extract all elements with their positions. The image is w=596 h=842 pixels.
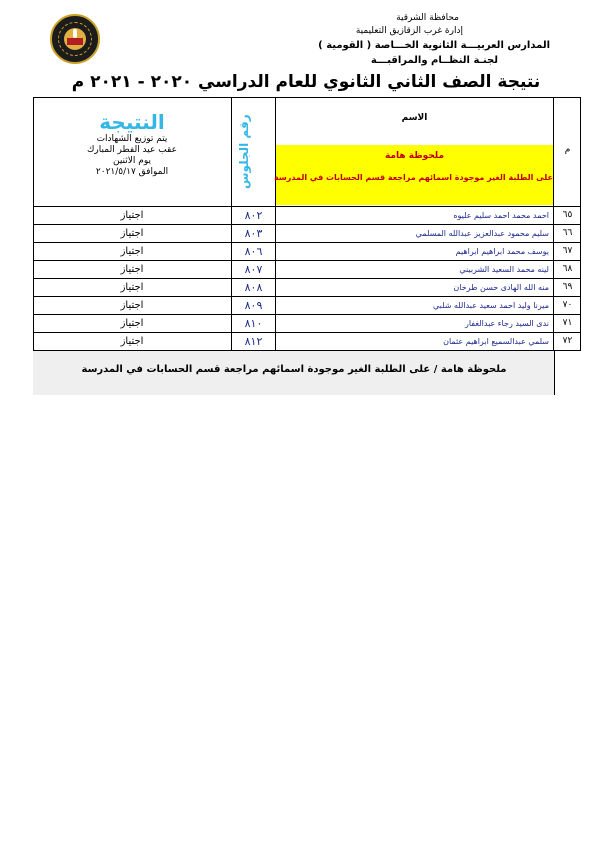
seat-cell: ٨٠٢ [232, 207, 276, 224]
governorate-label: محافظة الشرقية [396, 13, 459, 23]
table-row [33, 297, 581, 315]
name-cell: منه الله الهادى حسن طرخان [276, 279, 554, 296]
result-cell: اجتياز [33, 279, 232, 296]
result-line: الموافق ٢٠٢١/٥/١٧ [95, 167, 169, 177]
name-cell: احمد محمد احمد سليم عليوه [276, 207, 554, 224]
seat-number-label: رقم الجلوس [237, 114, 251, 190]
serial-header [554, 97, 581, 207]
name-cell: سلمي عبدالسميع ابراهيم عثمان [276, 333, 554, 350]
school-logo [50, 14, 100, 64]
schools-label: المدارس العربيـــة الثانوية الخـــاصة ( القومية ) [318, 40, 550, 51]
result-cell: اجتياز [33, 225, 232, 242]
table-row [33, 261, 581, 279]
serial-cell: ٦٧ [562, 246, 573, 256]
table-row [33, 207, 581, 225]
name-cell: سليم محمود عبدالعزيز عبدالله المسلمي [276, 225, 554, 242]
serial-cell: ٦٨ [562, 264, 573, 274]
table-body [33, 207, 581, 351]
administration-label: إدارة غرب الزقازيق التعليمية [355, 26, 463, 36]
result-cell: اجتياز [33, 315, 232, 332]
footer-note: ملحوظة هامة / على الطلبة الغير موجودة اسمائهم مراجعة قسم الحسابات في المدرسة [81, 364, 507, 375]
name-header [276, 97, 554, 207]
seat-cell: ٨١٠ [232, 315, 276, 332]
result-cell: اجتياز [33, 243, 232, 260]
serial-cell: ٧٢ [562, 336, 573, 346]
committee-label: لجنـة النظــام والمراقبـــة [370, 55, 498, 66]
seat-cell: ٨٠٣ [232, 225, 276, 242]
table-row [33, 243, 581, 261]
serial-label: م [564, 145, 571, 155]
result-cell: اجتياز [33, 261, 232, 278]
name-cell: لينه محمد السعيد الشربيني [276, 261, 554, 278]
seat-cell: ٨٠٩ [232, 297, 276, 314]
seat-cell: ٨٠٧ [232, 261, 276, 278]
note-title: ملحوظة هامة [384, 151, 445, 161]
table-row [33, 225, 581, 243]
name-cell: يوسف محمد ابراهيم ابراهيم [276, 243, 554, 260]
result-line: عقب عيد الفطر المبارك [87, 145, 177, 155]
result-header [33, 97, 232, 207]
important-note-box [276, 145, 553, 205]
name-cell: ميرنا وليد احمد سعيد عبدالله شلبي [276, 297, 554, 314]
table-row [33, 333, 581, 351]
seat-cell: ٨٠٦ [232, 243, 276, 260]
seat-number-header [232, 97, 276, 207]
result-title: النتيجة [99, 110, 165, 134]
result-line: يوم الاثنين [112, 156, 151, 166]
serial-cell: ٧١ [562, 318, 573, 328]
serial-cell: ٦٥ [562, 210, 573, 220]
serial-cell: ٦٦ [562, 228, 573, 238]
seat-cell: ٨٠٨ [232, 279, 276, 296]
name-label: الاسم [276, 97, 553, 146]
seat-cell: ٨١٢ [232, 333, 276, 350]
name-cell: ندى السيد رجاء عبدالغفار [276, 315, 554, 332]
result-cell: اجتياز [33, 297, 232, 314]
result-line: يتم توزيع الشهادات [96, 134, 168, 144]
note-text: على الطلبة الغير موجودة اسمائهم مراجعة قسم الحسابات في المدرسة [274, 173, 553, 182]
table-row [33, 315, 581, 333]
result-cell: اجتياز [33, 333, 232, 350]
serial-cell: ٧٠ [562, 300, 573, 310]
serial-cell: ٦٩ [562, 282, 573, 292]
page-title: نتيجة الصف الثاني الثانوي للعام الدراسي ٢٠٢٠ - ٢٠٢١ م [71, 72, 541, 92]
result-cell: اجتياز [33, 207, 232, 224]
table-row [33, 279, 581, 297]
